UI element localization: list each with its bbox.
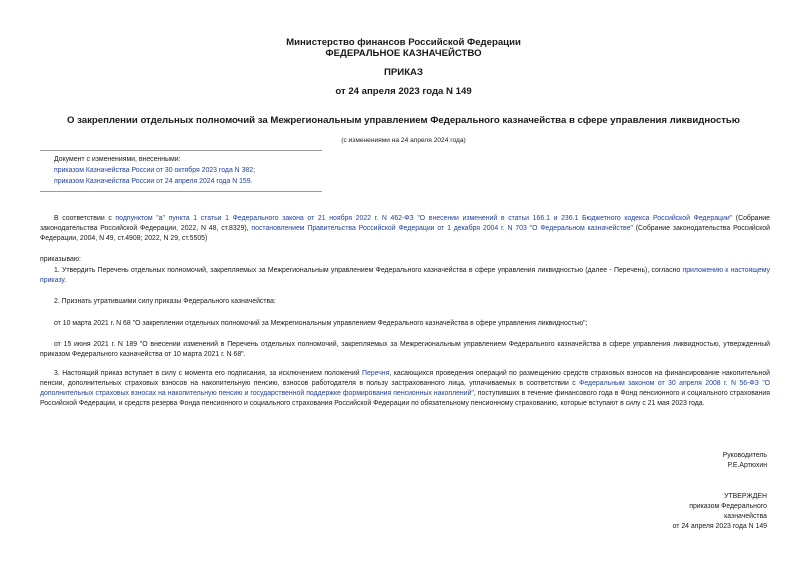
amendment-link-1[interactable]: приказом Казначейства России от 30 октября 2023 года N 382; xyxy=(54,167,255,174)
changes-box-heading: Документ с изменениями, внесенными: xyxy=(54,156,181,163)
approval-line-3: казначейства xyxy=(724,513,767,520)
item-3-text-a: 3. Настоящий приказ вступает в силу с момента его подписания, за исключением положений xyxy=(54,370,362,377)
amendment-note: (с изменениями на 24 апреля 2024 года) xyxy=(341,137,466,144)
preamble-text-c: (Собрание законодательства Российской Федерации, 2004, N 49, ст.4908; 2022, N 29, ст.5505) xyxy=(40,225,771,242)
preamble-text-b: (Собрание законодательства Российской Федерации, 2022, N 48, ст.8329), xyxy=(40,215,770,232)
item-1 xyxy=(40,266,770,286)
order-word: приказываю: xyxy=(40,256,81,263)
signature-name: Р.Е.Артюхин xyxy=(727,462,767,469)
doc-date-number: от 24 апреля 2023 года N 149 xyxy=(335,86,472,97)
ministry-heading: Министерство финансов Российской Федерации xyxy=(286,37,521,48)
changes-box-top-rule xyxy=(40,150,322,151)
item-3 xyxy=(40,369,770,409)
item-1-text: 1. Утвердить Перечень отдельных полномочий, закрепляемых за Межрегиональным управлением Федерального казначейства в сфере управления ликвидностью (далее - Перечень), согласно xyxy=(54,267,683,274)
approval-block xyxy=(673,492,767,532)
preamble-paragraph xyxy=(40,214,770,244)
item-2-a: от 10 марта 2021 г. N 68 "О закреплении отдельных полномочий за Межрегиональным управлением Федерального казначейства в сфере управления ликвидностью"; xyxy=(54,320,588,327)
item-2: 2. Признать утратившими силу приказы Федерального казначейства: xyxy=(54,298,276,305)
federal-law-462-link[interactable]: подпунктом "а" пункта 1 статьи 1 Федерального закона от 21 ноября 2022 г. N 462-ФЗ "О внесении изменений в статьи 166.1 и 236.1 Бюджетного кодекса Российской Федерации" xyxy=(115,215,733,222)
document-title: О закреплении отдельных полномочий за Межрегиональным управлением Федерального казначейства в сфере управления ликвидностью xyxy=(66,115,740,126)
item-2-b: от 15 июня 2021 г. N 189 "О внесении изменений в Перечень отдельных полномочий, закрепляемых за Межрегиональным управлением Федерального казначейства в сфере управления ликвидностью, утвержденный приказом Федерального казначейства от 10 марта 2021 г. N 68". xyxy=(40,341,770,358)
government-decree-703-link[interactable]: постановлением Правительства Российской Федерации от 1 декабря 2004 г. N 703 "О Федеральном казначействе" xyxy=(251,225,633,232)
agency-heading: ФЕДЕРАЛЬНОЕ КАЗНАЧЕЙСТВО xyxy=(325,48,482,59)
doc-type-heading: ПРИКАЗ xyxy=(384,67,423,78)
signature-block xyxy=(723,451,767,471)
changes-box xyxy=(54,155,354,187)
item-3-text-b: , касающихся проведения операций по размещению средств страховых взносов на финансирование накопительной пенсии, дополнительных страховых взносов на накопительную пенсию, взносов работодателя в пользу застрахованного лица, уплачиваемых в соответствии с xyxy=(40,370,770,387)
approval-line-2: приказом Федерального xyxy=(689,503,767,510)
perechen-link[interactable]: Перечня xyxy=(362,370,390,377)
item-3-text-c: , поступивших в течение финансового года в Фонд пенсионного и социального страхования Российской Федерации, и средств резерва Фонда пенсионного и социального страхования Российской Федерации по обязательному пенсионному страхованию, которые вступают в силу с 21 мая 2023 года. xyxy=(40,390,770,407)
amendment-link-2[interactable]: приказом Казначейства России от 24 апреля 2024 года N 159. xyxy=(54,178,253,185)
appendix-link[interactable]: приложению к настоящему приказу xyxy=(40,267,770,284)
approval-line-1: УТВЕРЖДЕН xyxy=(724,493,767,500)
preamble-text-a: В соответствии с xyxy=(54,215,116,222)
signature-role: Руководитель xyxy=(722,452,767,459)
approval-line-4: от 24 апреля 2023 года N 149 xyxy=(672,523,767,530)
changes-box-bottom-rule xyxy=(40,191,322,192)
federal-law-56-link[interactable]: Федеральным законом от 30 апреля 2008 г. N 56-ФЗ "О дополнительных страховых взносах на накопительную пенсию и государственной поддержке формирования пенсионных накоплений" xyxy=(40,380,771,397)
item-1-end: . xyxy=(64,277,67,284)
